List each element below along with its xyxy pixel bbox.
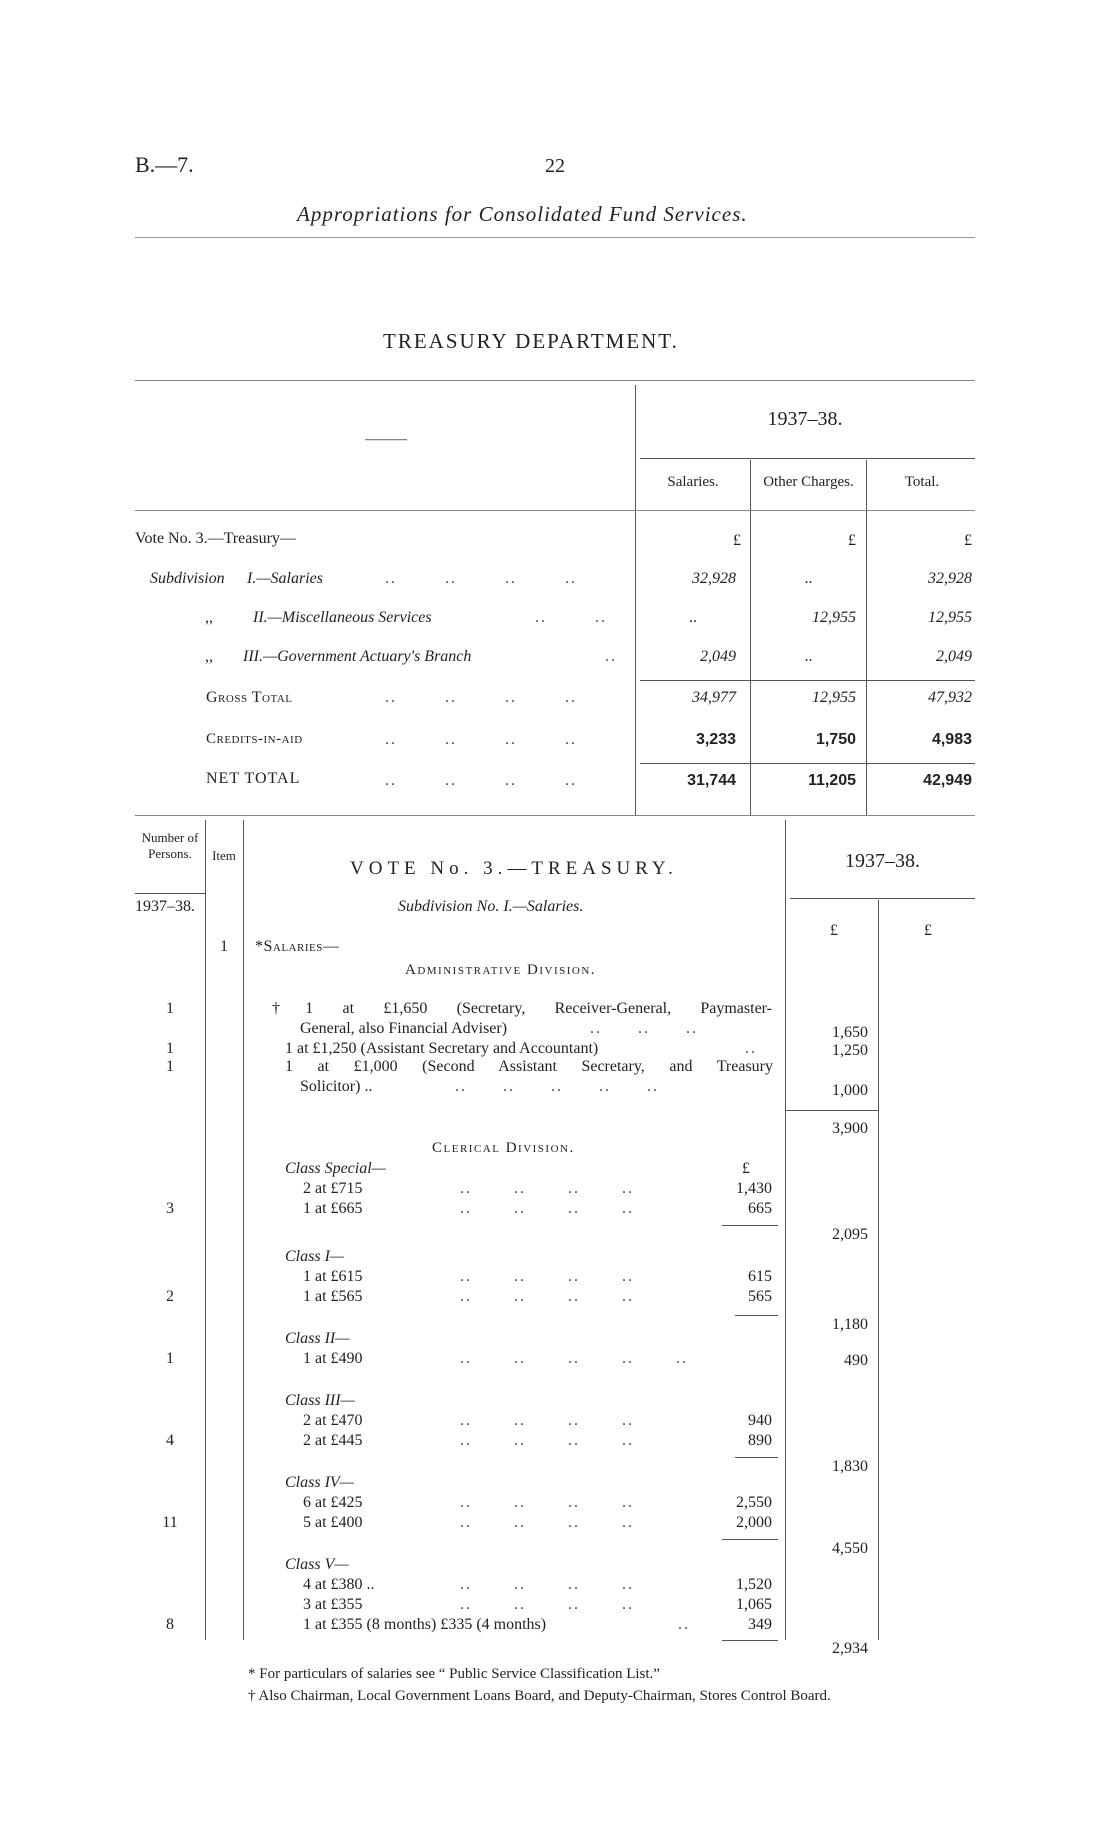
salaries-heading: *Salaries—	[255, 938, 340, 955]
class-line: 6 at £425	[303, 1494, 363, 1511]
row-label: I.—Salaries	[247, 570, 323, 587]
subdivision-title: Subdivision No. I.—Salaries.	[398, 898, 584, 915]
currency-total: £	[964, 532, 972, 549]
leader-dots: .. .. .. ..	[385, 731, 577, 748]
net-top-rule	[640, 763, 975, 764]
line-amount: 890	[748, 1432, 772, 1449]
leader-dots: .. .. .. ..	[385, 570, 577, 587]
row-prefix: ,,	[205, 609, 213, 626]
row-total: 42,949	[923, 772, 972, 789]
admin-text: 1 at £1,250 (Assistant Secretary and Accountant)	[285, 1040, 599, 1057]
row-total: 32,928	[928, 570, 972, 587]
leader-dots: .. .. .. ..	[385, 689, 577, 706]
row-label: Credits-in-aid	[206, 731, 303, 747]
leader-dots: .. .. ..	[590, 1020, 698, 1037]
class-name: Class V—	[285, 1556, 349, 1573]
leader-dots: .. .. .. ..	[460, 1596, 634, 1613]
row-salaries: 34,977	[692, 689, 736, 706]
class-line: 5 at £400	[303, 1514, 363, 1531]
class-name: Class I—	[285, 1248, 345, 1265]
class-total: 2,934	[832, 1640, 868, 1657]
leader-dots: ..	[678, 1616, 690, 1633]
class-total: 4,550	[832, 1540, 868, 1557]
class-total: 1,180	[832, 1316, 868, 1333]
class-rule	[722, 1225, 778, 1226]
amount-header-rule	[790, 898, 975, 899]
row-other: 1,750	[815, 731, 856, 748]
leader-dots: .. ..	[535, 609, 607, 626]
row-other: ..	[804, 570, 813, 587]
leader-dots: .. .. .. ..	[460, 1288, 634, 1305]
class-rule	[722, 1640, 778, 1641]
amount: 1,250	[832, 1042, 868, 1059]
header-rule	[135, 237, 975, 238]
col-item: Item	[212, 848, 236, 863]
leader-dots: ..	[745, 1040, 757, 1057]
leader-dots: .. .. .. ..	[460, 1432, 634, 1449]
row-salaries: 3,233	[695, 731, 736, 748]
class-rule	[722, 1539, 778, 1540]
class-name: Class IV—	[285, 1474, 354, 1491]
admin-text-cont: Solicitor) ..	[300, 1078, 373, 1095]
gross-top-rule	[640, 680, 975, 681]
total-column-rule	[878, 900, 879, 1640]
clerical-heading: Clerical Division.	[432, 1140, 575, 1156]
item-column-rule	[243, 820, 244, 1640]
vote-year: 1937–38.	[845, 850, 920, 872]
row-prefix: Subdivision	[150, 570, 225, 587]
line-amount: 349	[748, 1616, 772, 1633]
class-line: 2 at £470	[303, 1412, 363, 1429]
persons-count: 11	[162, 1514, 178, 1531]
row-label: III.—Government Actuary's Branch	[243, 648, 472, 665]
line-amount: 1,520	[736, 1576, 772, 1593]
summary-bottom-rule	[135, 815, 975, 816]
row-total: 47,932	[928, 689, 972, 706]
leader-dots: .. .. .. ..	[460, 1200, 634, 1217]
vote-title: VOTE No. 3.—TREASURY.	[350, 858, 678, 879]
line-amount: 2,550	[736, 1494, 772, 1511]
class-line: 4 at £380 ..	[303, 1576, 375, 1593]
line-amount: 565	[748, 1288, 772, 1305]
page-number: 22	[545, 155, 565, 177]
line-amount: 665	[748, 1200, 772, 1217]
row-other: 11,205	[807, 772, 856, 789]
row-label: NET TOTAL	[206, 770, 301, 787]
class-name: Class II—	[285, 1330, 350, 1347]
summary-year-rule	[640, 458, 975, 459]
leader-dots: .. .. .. ..	[460, 1180, 634, 1197]
row-other: ..	[804, 648, 813, 665]
class-name: Class Special—	[285, 1160, 386, 1177]
leader-dots: .. .. .. .. ..	[460, 1350, 688, 1367]
currency-other: £	[848, 532, 856, 549]
persons-count: 2	[166, 1288, 174, 1305]
class-line: 2 at £715	[303, 1180, 363, 1197]
line-amount: 2,000	[736, 1514, 772, 1531]
class-total: 490	[844, 1352, 868, 1369]
persons-count: 1	[166, 1000, 174, 1017]
summary-divider-mid	[750, 460, 751, 815]
class-line: 3 at £355	[303, 1596, 363, 1613]
col-other-charges: Other Charges.	[763, 474, 854, 490]
class-line: 2 at £445	[303, 1432, 363, 1449]
currency-amount: £	[830, 922, 838, 939]
clerical-currency: £	[742, 1160, 750, 1177]
persons-count: 1	[166, 1040, 174, 1057]
currency-salaries: £	[733, 532, 741, 549]
persons-header-rule	[135, 893, 205, 894]
leader-dots: .. .. .. ..	[385, 772, 577, 789]
row-salaries: ..	[689, 609, 697, 626]
admin-text: †1 at £1,650 (Secretary, Receiver-General, Paymaster-	[272, 1000, 772, 1017]
class-rule	[735, 1457, 778, 1458]
persons-year: 1937–38.	[135, 898, 195, 915]
line-amount: 615	[748, 1268, 772, 1285]
leader-dots: .. .. .. ..	[460, 1494, 634, 1511]
administrative-heading: Administrative Division.	[405, 962, 597, 978]
row-salaries: 32,928	[692, 570, 736, 587]
vote-label: Vote No. 3.—Treasury—	[135, 530, 296, 547]
row-label: Gross Total	[206, 689, 293, 706]
class-line: 1 at £615	[303, 1268, 363, 1285]
line-amount: 940	[748, 1412, 772, 1429]
persons-count: 4	[166, 1432, 174, 1449]
summary-header-dash: ———	[365, 432, 407, 447]
leader-dots: .. .. .. .. ..	[455, 1078, 659, 1095]
class-line: 1 at £355 (8 months) £335 (4 months)	[303, 1616, 547, 1633]
row-total: 12,955	[928, 609, 972, 626]
persons-count: 1	[166, 1350, 174, 1367]
admin-text-cont: General, also Financial Adviser)	[300, 1020, 508, 1037]
class-line: 1 at £565	[303, 1288, 363, 1305]
document-reference: B.—7.	[135, 152, 194, 177]
currency-total: £	[924, 922, 932, 939]
persons-count: 1	[166, 1058, 174, 1075]
line-amount: 1,065	[736, 1596, 772, 1613]
persons-count: 3	[166, 1200, 174, 1217]
footnote-chairman: † Also Chairman, Local Government Loans Board, and Deputy-Chairman, Stores Control Board.	[248, 1688, 831, 1704]
class-name: Class III—	[285, 1392, 355, 1409]
admin-total: 3,900	[832, 1120, 868, 1137]
row-total: 2,049	[936, 648, 972, 665]
amount: 1,000	[832, 1082, 868, 1099]
item-number: 1	[220, 938, 228, 955]
row-total: 4,983	[931, 731, 972, 748]
summary-top-rule	[135, 380, 975, 381]
leader-dots: ..	[605, 648, 617, 665]
row-other: 12,955	[812, 609, 856, 626]
class-total: 2,095	[832, 1226, 868, 1243]
amount: 1,650	[832, 1024, 868, 1041]
row-prefix: ,,	[205, 648, 213, 665]
row-label: II.—Miscellaneous Services	[253, 609, 432, 626]
page-subtitle: Appropriations for Consolidated Fund Services.	[297, 202, 748, 226]
summary-divider-right	[866, 460, 867, 815]
col-salaries: Salaries.	[667, 474, 719, 490]
class-total: 1,830	[832, 1458, 868, 1475]
amount-column-rule	[785, 820, 786, 1640]
summary-header-rule	[135, 510, 975, 511]
col-number-of-persons: Number of Persons.	[141, 830, 199, 861]
line-amount: 1,430	[736, 1180, 772, 1197]
row-other: 12,955	[812, 689, 856, 706]
persons-count: 8	[166, 1616, 174, 1633]
class-line: 1 at £490	[303, 1350, 363, 1367]
admin-subtotal-rule	[786, 1110, 878, 1111]
summary-divider-left	[635, 385, 636, 815]
class-rule	[735, 1315, 778, 1316]
leader-dots: .. .. .. ..	[460, 1514, 634, 1531]
class-line: 1 at £665	[303, 1200, 363, 1217]
leader-dots: .. .. .. ..	[460, 1576, 634, 1593]
leader-dots: .. .. .. ..	[460, 1412, 634, 1429]
row-salaries: 2,049	[700, 648, 736, 665]
summary-year: 1937–38.	[767, 408, 843, 430]
leader-dots: .. .. .. ..	[460, 1268, 634, 1285]
footnote-salaries: * For particulars of salaries see “ Public Service Classification List.”	[248, 1666, 660, 1682]
row-salaries: 31,744	[687, 772, 736, 789]
department-title: TREASURY DEPARTMENT.	[383, 329, 679, 353]
col-total: Total.	[904, 474, 940, 490]
admin-text: 1 at £1,000 (Second Assistant Secretary, and Treasury	[285, 1058, 773, 1075]
